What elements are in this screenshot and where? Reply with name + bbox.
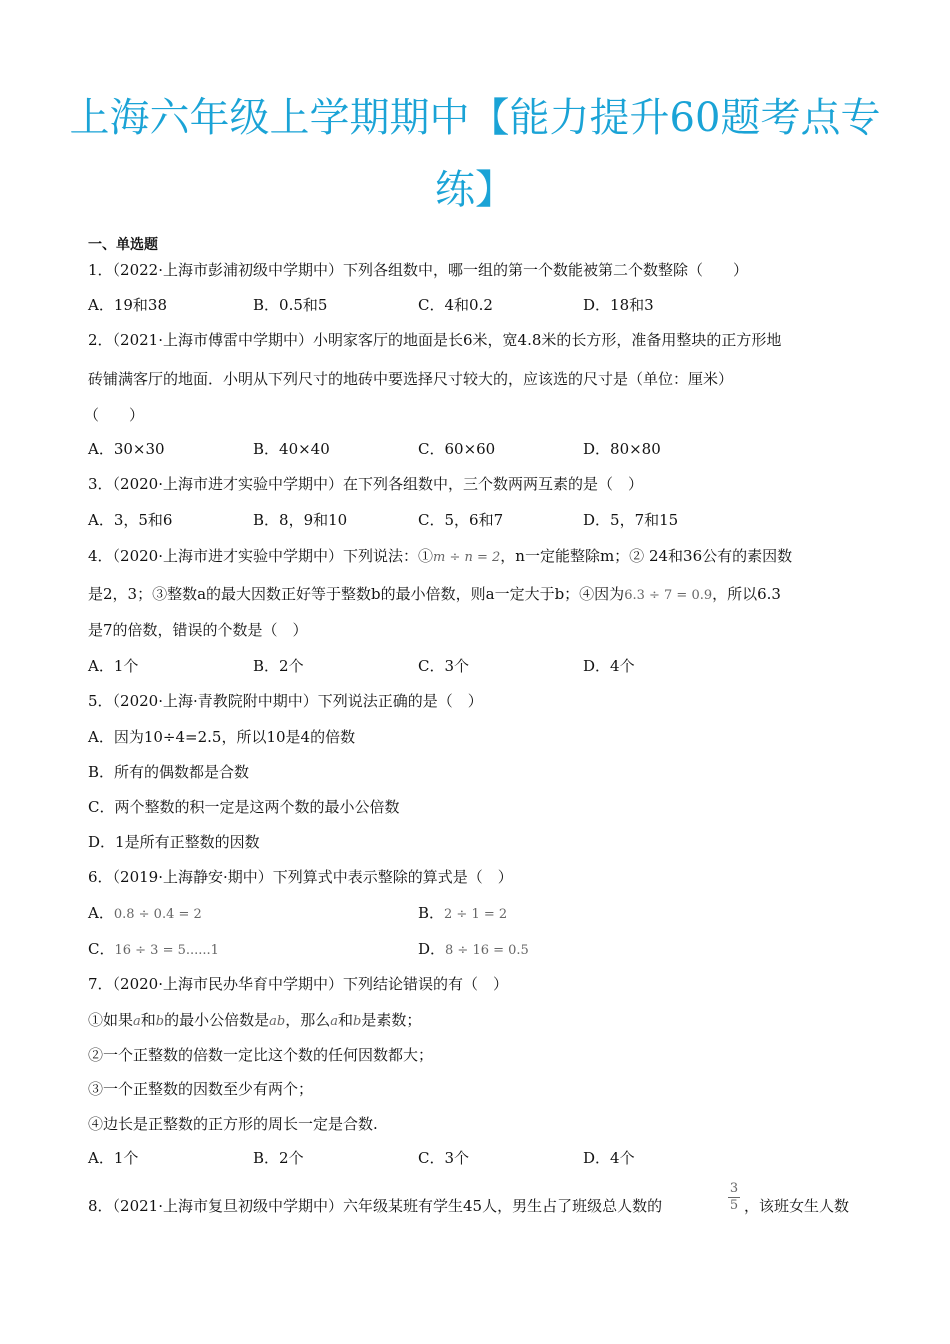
q6-option-b-label: B． <box>418 904 445 922</box>
q6-option-a-label: A． <box>88 904 114 922</box>
q3-stem: 3．（2020·上海市进才实验中学期中）在下列各组数中，三个数两两互素的是（ ） <box>88 475 643 493</box>
q7-s1-math-b: b <box>155 1014 165 1029</box>
q2-option-a: A．30×30 <box>88 440 165 458</box>
q8-fraction-denominator: 5 <box>729 1198 739 1213</box>
q6-option-d <box>418 938 529 962</box>
q6-option-b <box>418 902 507 926</box>
q4-option-a: A．1个 <box>88 657 139 675</box>
q4-stem-line3: 是7的倍数，错误的个数是（ ） <box>88 621 308 639</box>
q7-option-b: B．2个 <box>253 1149 304 1167</box>
q7-statement-3: ③一个正整数的因数至少有两个； <box>88 1080 314 1098</box>
q2-option-c: C．60×60 <box>418 440 496 458</box>
q7-s1-math-b2: b <box>353 1014 362 1029</box>
section-heading: 一、单选题 <box>88 237 158 253</box>
q2-option-d: D．80×80 <box>583 440 661 458</box>
q4-math-1: m ÷ n = 2 <box>433 550 501 565</box>
q3-option-b: B．8，9和10 <box>253 511 348 529</box>
q7-stem: 7．（2020·上海市民办华育中学期中）下列结论错误的有（ ） <box>88 975 508 993</box>
q6-option-c-math: 16 ÷ 3 = 5......1 <box>114 943 219 958</box>
q7-s1-math-ab: ab <box>269 1014 286 1029</box>
q7-statement-1 <box>88 1009 421 1033</box>
q2-option-b: B．40×40 <box>253 440 330 458</box>
q6-option-a <box>88 902 202 926</box>
q5-option-b: B．所有的偶数都是合数 <box>88 763 250 781</box>
q3-option-a: A．3，5和6 <box>88 511 173 529</box>
q7-statement-2: ②一个正整数的倍数一定比这个数的任何因数都大； <box>88 1046 434 1064</box>
q6-stem: 6．（2019·上海静安·期中）下列算式中表示整除的算式是（ ） <box>88 868 513 886</box>
q7-s1-text-b: 和 <box>140 1011 156 1029</box>
q6-option-b-math: 2 ÷ 1 = 2 <box>444 907 508 922</box>
q4-option-b: B．2个 <box>253 657 304 675</box>
page-title-line2: 练】 <box>435 167 515 213</box>
q4-stem-line2 <box>88 583 781 607</box>
q8-fraction-numerator: 3 <box>729 1181 739 1196</box>
q7-option-d: D．4个 <box>583 1149 635 1167</box>
q5-stem: 5．（2020·上海·青教院附中期中）下列说法正确的是（ ） <box>88 692 483 710</box>
q3-option-c: C．5，6和7 <box>418 511 504 529</box>
q4-text-1b: ，n一定能整除m；② 24和36公有的素因数 <box>500 547 793 565</box>
q4-text-2a: 是2，3；③整数a的最大因数正好等于整数b的最小倍数，则a一定大于b；④因为 <box>88 585 625 603</box>
q1-stem: 1．（2022·上海市彭浦初级中学期中）下列各组数中，哪一组的第一个数能被第二个数整除（ ） <box>88 261 748 279</box>
q4-text-1a: 4．（2020·上海市进才实验中学期中）下列说法：① <box>88 547 433 565</box>
q2-stem-line1: 2．（2021·上海市傅雷中学期中）小明家客厅的地面是长6米，宽4.8米的长方形，准备用整块的正方形地 <box>88 331 782 349</box>
q4-math-2: 6.3 ÷ 7 = 0.9 <box>624 588 713 603</box>
q8-fraction <box>728 1182 740 1213</box>
q6-option-c <box>88 938 219 962</box>
q4-stem-line1 <box>88 545 792 569</box>
q5-option-d: D．1是所有正整数的因数 <box>88 833 260 851</box>
q8-stem-part-a: 8．（2021·上海市复旦初级中学期中）六年级某班有学生45人，男生占了班级总人数的 <box>88 1197 663 1215</box>
q7-s1-math-a2: a <box>330 1014 338 1029</box>
q2-stem-line2: 砖铺满客厅的地面．小明从下列尺寸的地砖中要选择尺寸较大的，应该选的尺寸是（单位：厘米） <box>88 370 734 388</box>
q4-option-d: D．4个 <box>583 657 635 675</box>
q7-statement-4: ④边长是正整数的正方形的周长一定是合数. <box>88 1115 378 1133</box>
q1-option-a: A．19和38 <box>88 296 168 314</box>
q7-s1-math-a: a <box>133 1014 141 1029</box>
q4-text-2b: ，所以6.3 <box>712 585 781 603</box>
q6-option-c-label: C． <box>88 940 115 958</box>
q4-option-c: C．3个 <box>418 657 470 675</box>
q7-s1-text-c: 的最小公倍数是 <box>164 1011 270 1029</box>
q2-stem-line3: （ ） <box>84 406 145 424</box>
q7-s1-text-e: 和 <box>338 1011 354 1029</box>
q7-option-c: C．3个 <box>418 1149 470 1167</box>
q1-option-b: B．0.5和5 <box>253 296 328 314</box>
q7-option-a: A．1个 <box>88 1149 139 1167</box>
q5-option-a: A．因为10÷4=2.5，所以10是4的倍数 <box>88 728 356 746</box>
q7-s1-text-f: 是素数； <box>361 1011 422 1029</box>
q8-stem-part-b: ，该班女生人数 <box>744 1197 850 1215</box>
q6-option-d-label: D． <box>418 940 446 958</box>
q1-option-c: C．4和0.2 <box>418 296 493 314</box>
q5-option-c: C．两个整数的积一定是这两个数的最小公倍数 <box>88 798 400 816</box>
q6-option-a-math: 0.8 ÷ 0.4 = 2 <box>113 907 202 922</box>
q6-option-d-math: 8 ÷ 16 = 0.5 <box>445 943 529 958</box>
q3-option-d: D．5，7和15 <box>583 511 679 529</box>
q7-s1-text-a: ①如果 <box>88 1011 134 1029</box>
page-title-line1: 上海六年级上学期期中【能力提升60题考点专 <box>69 95 881 141</box>
q1-option-d: D．18和3 <box>583 296 654 314</box>
q7-s1-text-d: ，那么 <box>285 1011 331 1029</box>
